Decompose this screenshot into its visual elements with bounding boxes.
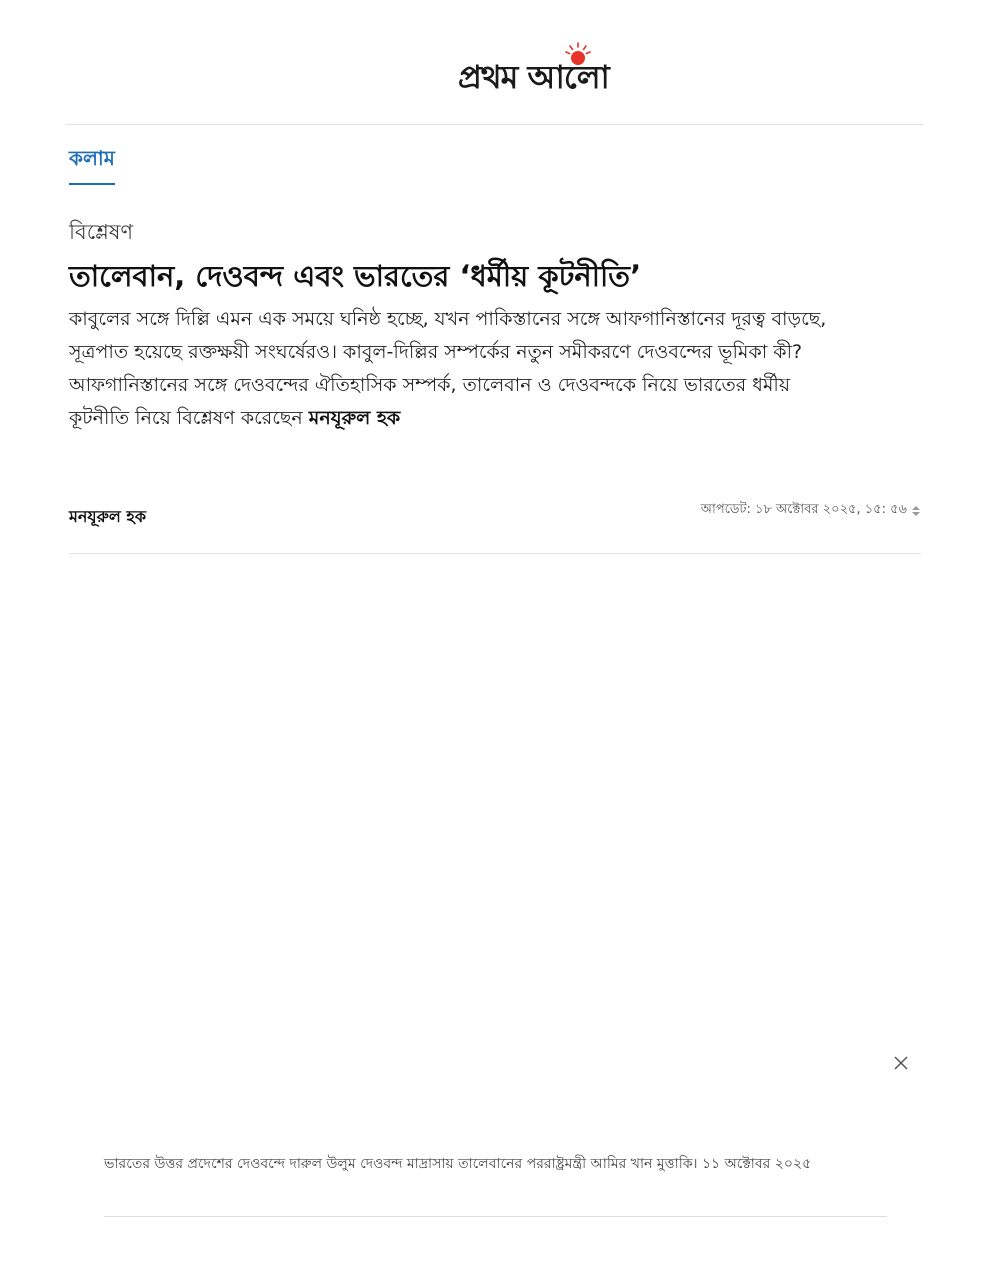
image-caption: ভারতের উত্তর প্রদেশের দেওবন্দে দারুল উলুম দেওবন্দ মাদ্রাসায় তালেবানের পররাষ্ট্রমন্ত্রী আমির খান মুত্তাকি। ১১ অক্টোবর ২০২৫ (104, 1156, 812, 1172)
summary-line: সূত্রপাত হয়েছে রক্তক্ষয়ী সংঘর্ষেরও। কাবুল-দিল্লির সম্পর্কের নতুন সমীকরণে দেওবন্দের ভূমিকা কী? (69, 341, 803, 363)
sort-arrows-icon (911, 505, 921, 517)
summary-line (69, 402, 929, 435)
close-icon (890, 1052, 912, 1074)
site-header (66, 0, 924, 125)
summary-line: আফগানিস্তানের সঙ্গে দেওবন্দের ঐতিহাসিক সম্পর্ক, তালেবান ও দেওবন্দকে নিয়ে ভারতের ধর্মীয় (69, 374, 791, 396)
byline-row (69, 500, 921, 554)
article-headline: তালেবান, দেওবন্দ এবং ভারতের ‘ধর্মীয় কূটনীতি’ (69, 259, 642, 293)
article-summary (69, 303, 929, 435)
featured-media (69, 555, 921, 1140)
update-text: আপডেট: ১৮ অক্টোবর ২০২৫, ১৫: ৫৬ (700, 502, 907, 517)
update-timestamp[interactable] (701, 500, 921, 521)
summary-line-text: কূটনীতি নিয়ে বিশ্লেষণ করেছেন (69, 407, 309, 429)
author-link[interactable]: মনযূরুল হক (69, 507, 147, 526)
summary-line: কাবুলের সঙ্গে দিল্লি এমন এক সময়ে ঘনিষ্ঠ হচ্ছে, যখন পাকিস্তানের সঙ্গে আফগানিস্তানের দূরত্ব বাড়ছে, (69, 308, 827, 330)
logo-wordmark: প্রথম আলো (458, 58, 609, 96)
caption-divider (104, 1216, 887, 1217)
article-kicker: বিশ্লেষণ (69, 220, 134, 244)
site-logo[interactable] (458, 40, 668, 96)
section-tag-column[interactable]: কলাম (69, 144, 115, 185)
summary-author: মনযূরুল হক (308, 407, 401, 429)
close-button[interactable] (890, 1052, 912, 1074)
